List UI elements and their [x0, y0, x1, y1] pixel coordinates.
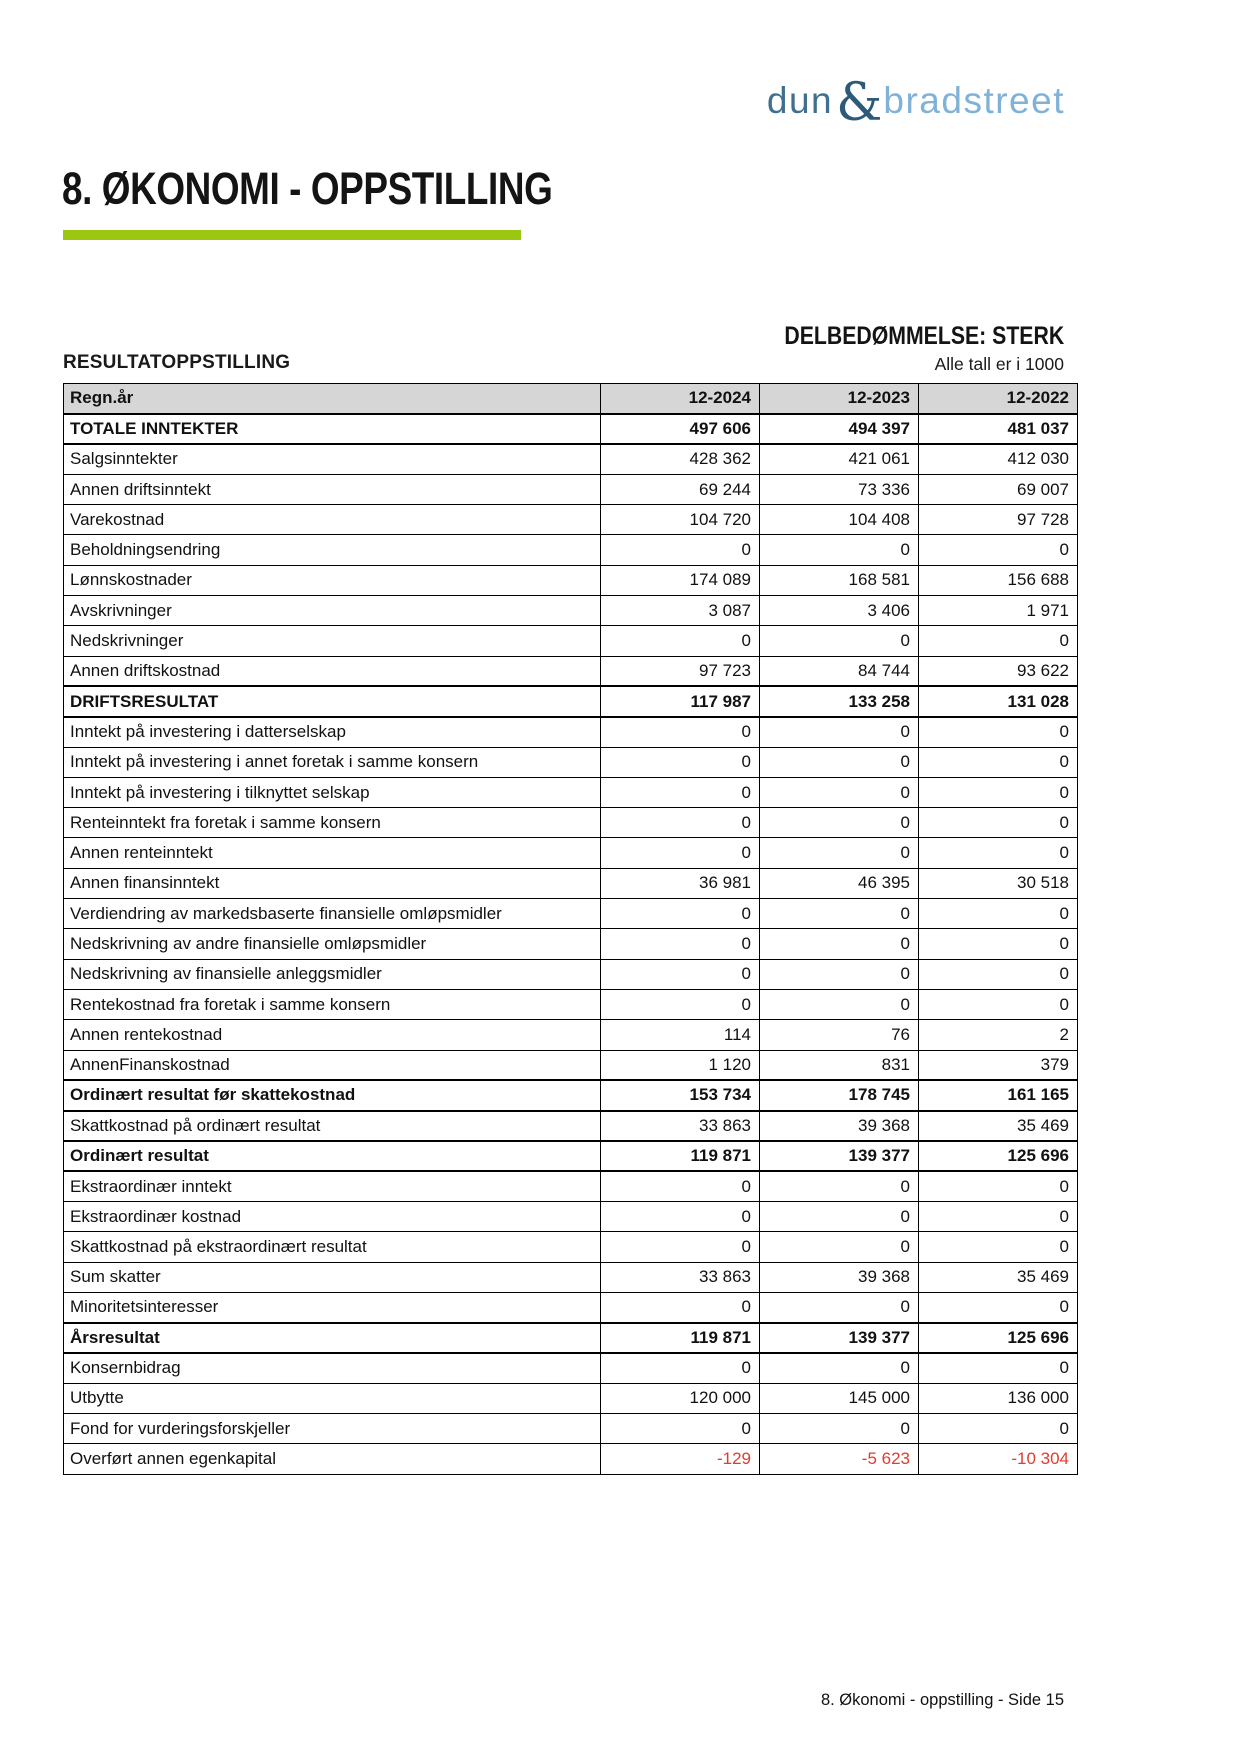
table-row: [64, 1414, 1078, 1444]
row-label: Renteinntekt fra foretak i samme konsern: [64, 808, 601, 838]
row-label: Nedskrivning av finansielle anleggsmidler: [64, 959, 601, 989]
row-label: Annen finansinntekt: [64, 868, 601, 898]
table-row: [64, 989, 1078, 1019]
row-label: Rentekostnad fra foretak i samme konsern: [64, 989, 601, 1019]
sub-rating-label: DELBEDØMMELSE: STERK: [784, 322, 1064, 350]
row-value: 0: [919, 1232, 1078, 1262]
table-row: [64, 414, 1078, 444]
table-row: [64, 868, 1078, 898]
row-value: 428 362: [601, 444, 760, 474]
row-value: 0: [760, 1171, 919, 1201]
row-value: 0: [919, 717, 1078, 747]
row-value: 125 696: [919, 1141, 1078, 1171]
section-title: RESULTATOPPSTILLING: [63, 352, 291, 373]
row-value: 156 688: [919, 565, 1078, 595]
row-value: 0: [601, 1232, 760, 1262]
row-value: 168 581: [760, 565, 919, 595]
row-label: AnnenFinanskostnad: [64, 1050, 601, 1080]
row-label: Ekstraordinær kostnad: [64, 1202, 601, 1232]
row-label: Varekostnad: [64, 505, 601, 535]
row-value: 0: [760, 626, 919, 656]
row-value: 0: [601, 1353, 760, 1383]
row-value: 0: [919, 1414, 1078, 1444]
table-row: [64, 959, 1078, 989]
table-row: [64, 535, 1078, 565]
row-value: 33 863: [601, 1111, 760, 1141]
row-label: Inntekt på investering i datterselskap: [64, 717, 601, 747]
table-row: [64, 777, 1078, 807]
row-label: Verdiendring av markedsbaserte finansielle omløpsmidler: [64, 899, 601, 929]
row-label: Nedskrivning av andre finansielle omløpsmidler: [64, 929, 601, 959]
row-value: 0: [760, 808, 919, 838]
column-header-regnar: Regn.år: [64, 384, 601, 414]
row-value: 0: [601, 838, 760, 868]
row-value: 0: [760, 899, 919, 929]
row-label: Avskrivninger: [64, 596, 601, 626]
row-value: 76: [760, 1020, 919, 1050]
row-label: Utbytte: [64, 1383, 601, 1413]
row-label: Årsresultat: [64, 1323, 601, 1353]
row-value: 0: [601, 1414, 760, 1444]
table-row: [64, 565, 1078, 595]
row-value: 0: [760, 1232, 919, 1262]
logo-ampersand-icon: &: [836, 73, 883, 133]
row-label: Skattkostnad på ekstraordinært resultat: [64, 1232, 601, 1262]
row-value: 497 606: [601, 414, 760, 444]
row-value: 97 728: [919, 505, 1078, 535]
row-label: Annen driftsinntekt: [64, 474, 601, 504]
row-value: 69 244: [601, 474, 760, 504]
row-value: 0: [919, 626, 1078, 656]
row-value: 174 089: [601, 565, 760, 595]
row-value: 131 028: [919, 686, 1078, 716]
row-value: 0: [601, 1202, 760, 1232]
table-row: [64, 1383, 1078, 1413]
row-label: Inntekt på investering i tilknyttet selskap: [64, 777, 601, 807]
row-label: Ekstraordinær inntekt: [64, 1171, 601, 1201]
table-row: [64, 656, 1078, 686]
row-value: 84 744: [760, 656, 919, 686]
row-value: 0: [601, 777, 760, 807]
row-label: Lønnskostnader: [64, 565, 601, 595]
row-value: 0: [760, 989, 919, 1019]
table-row: [64, 1444, 1078, 1474]
row-label: Skattkostnad på ordinært resultat: [64, 1111, 601, 1141]
row-value: 161 165: [919, 1080, 1078, 1110]
row-value: 412 030: [919, 444, 1078, 474]
row-label: Annen driftskostnad: [64, 656, 601, 686]
table-row: [64, 929, 1078, 959]
row-value: 104 408: [760, 505, 919, 535]
row-value: 133 258: [760, 686, 919, 716]
row-value: 119 871: [601, 1323, 760, 1353]
row-value: 481 037: [919, 414, 1078, 444]
row-value: 0: [601, 535, 760, 565]
row-value: 0: [760, 1414, 919, 1444]
row-value: 33 863: [601, 1262, 760, 1292]
table-row: [64, 444, 1078, 474]
units-note: Alle tall er i 1000: [934, 354, 1064, 374]
column-header-year-2022: 12-2022: [919, 384, 1078, 414]
row-value: 0: [601, 929, 760, 959]
row-value: 119 871: [601, 1141, 760, 1171]
table-row: [64, 686, 1078, 716]
row-value: 125 696: [919, 1323, 1078, 1353]
row-value: 0: [919, 1292, 1078, 1322]
row-label: Sum skatter: [64, 1262, 601, 1292]
column-header-year-2024: 12-2024: [601, 384, 760, 414]
row-value: 139 377: [760, 1323, 919, 1353]
row-value: 35 469: [919, 1262, 1078, 1292]
page-title: 8. ØKONOMI - OPPSTILLING: [62, 163, 553, 214]
row-value: -10 304: [919, 1444, 1078, 1474]
row-label: Annen rentekostnad: [64, 1020, 601, 1050]
row-value: 0: [919, 959, 1078, 989]
row-label: Konsernbidrag: [64, 1353, 601, 1383]
table-row: [64, 1020, 1078, 1050]
row-value: 0: [760, 535, 919, 565]
row-value: 0: [919, 535, 1078, 565]
row-value: 0: [919, 838, 1078, 868]
row-value: 0: [601, 959, 760, 989]
row-value: 2: [919, 1020, 1078, 1050]
row-value: 0: [760, 1202, 919, 1232]
table-row: [64, 1262, 1078, 1292]
row-value: 97 723: [601, 656, 760, 686]
row-value: 0: [601, 899, 760, 929]
dun-and-bradstreet-logo: [766, 70, 1065, 133]
row-value: 1 120: [601, 1050, 760, 1080]
row-value: 0: [601, 1171, 760, 1201]
row-value: 0: [919, 747, 1078, 777]
row-value: 0: [760, 1292, 919, 1322]
table-row: [64, 838, 1078, 868]
table-row: [64, 1202, 1078, 1232]
row-value: 0: [919, 1171, 1078, 1201]
row-value: 114: [601, 1020, 760, 1050]
row-value: 46 395: [760, 868, 919, 898]
table-row: [64, 1353, 1078, 1383]
table-row: [64, 505, 1078, 535]
table-row: [64, 1080, 1078, 1110]
row-value: 153 734: [601, 1080, 760, 1110]
row-label: Salgsinntekter: [64, 444, 601, 474]
row-value: 36 981: [601, 868, 760, 898]
row-value: 0: [601, 717, 760, 747]
table-row: [64, 899, 1078, 929]
row-value: 494 397: [760, 414, 919, 444]
row-value: 1 971: [919, 596, 1078, 626]
table-row: [64, 808, 1078, 838]
row-label: Ordinært resultat: [64, 1141, 601, 1171]
row-value: 0: [760, 717, 919, 747]
row-label: Overført annen egenkapital: [64, 1444, 601, 1474]
row-value: 0: [760, 777, 919, 807]
row-value: 3 087: [601, 596, 760, 626]
row-value: 831: [760, 1050, 919, 1080]
table-row: [64, 1171, 1078, 1201]
title-underline-bar: [63, 230, 521, 240]
row-value: 145 000: [760, 1383, 919, 1413]
table-header-row: [64, 384, 1078, 414]
row-value: 3 406: [760, 596, 919, 626]
table-row: [64, 596, 1078, 626]
row-label: Minoritetsinteresser: [64, 1292, 601, 1322]
column-header-year-2023: 12-2023: [760, 384, 919, 414]
row-label: Nedskrivninger: [64, 626, 601, 656]
row-value: 39 368: [760, 1111, 919, 1141]
row-value: 379: [919, 1050, 1078, 1080]
row-value: 0: [760, 1353, 919, 1383]
logo-text-dun: dun: [766, 80, 834, 121]
row-value: 39 368: [760, 1262, 919, 1292]
logo-text-bradstreet: bradstreet: [883, 80, 1065, 121]
table-row: [64, 1141, 1078, 1171]
table-row: [64, 474, 1078, 504]
page-footer: 8. Økonomi - oppstilling - Side 15: [820, 1691, 1064, 1709]
row-value: 0: [919, 1353, 1078, 1383]
row-value: 0: [601, 808, 760, 838]
row-value: 104 720: [601, 505, 760, 535]
row-value: 421 061: [760, 444, 919, 474]
row-value: 0: [760, 959, 919, 989]
row-label: TOTALE INNTEKTER: [64, 414, 601, 444]
row-value: 0: [919, 777, 1078, 807]
table-row: [64, 1111, 1078, 1141]
row-value: 0: [919, 899, 1078, 929]
row-value: 73 336: [760, 474, 919, 504]
row-label: Fond for vurderingsforskjeller: [64, 1414, 601, 1444]
row-value: 35 469: [919, 1111, 1078, 1141]
row-value: 93 622: [919, 656, 1078, 686]
row-value: 0: [601, 626, 760, 656]
table-body: [64, 414, 1078, 1474]
table-row: [64, 1050, 1078, 1080]
row-value: 69 007: [919, 474, 1078, 504]
row-value: 0: [919, 929, 1078, 959]
table-row: [64, 747, 1078, 777]
table-row: [64, 1232, 1078, 1262]
row-value: 0: [760, 929, 919, 959]
row-value: 0: [919, 1202, 1078, 1232]
row-value: 139 377: [760, 1141, 919, 1171]
row-value: 117 987: [601, 686, 760, 716]
row-value: -5 623: [760, 1444, 919, 1474]
row-label: Annen renteinntekt: [64, 838, 601, 868]
row-value: 0: [601, 1292, 760, 1322]
row-value: 120 000: [601, 1383, 760, 1413]
row-label: Ordinært resultat før skattekostnad: [64, 1080, 601, 1110]
row-label: DRIFTSRESULTAT: [64, 686, 601, 716]
income-statement-table: [63, 383, 1078, 1475]
row-value: 0: [601, 989, 760, 1019]
row-value: 30 518: [919, 868, 1078, 898]
row-label: Beholdningsendring: [64, 535, 601, 565]
row-value: -129: [601, 1444, 760, 1474]
row-value: 0: [760, 838, 919, 868]
table-row: [64, 717, 1078, 747]
row-value: 0: [760, 747, 919, 777]
row-value: 178 745: [760, 1080, 919, 1110]
row-value: 0: [601, 747, 760, 777]
table-row: [64, 626, 1078, 656]
row-value: 0: [919, 989, 1078, 1019]
row-label: Inntekt på investering i annet foretak i samme konsern: [64, 747, 601, 777]
table-row: [64, 1323, 1078, 1353]
row-value: 0: [919, 808, 1078, 838]
row-value: 136 000: [919, 1383, 1078, 1413]
table-row: [64, 1292, 1078, 1322]
